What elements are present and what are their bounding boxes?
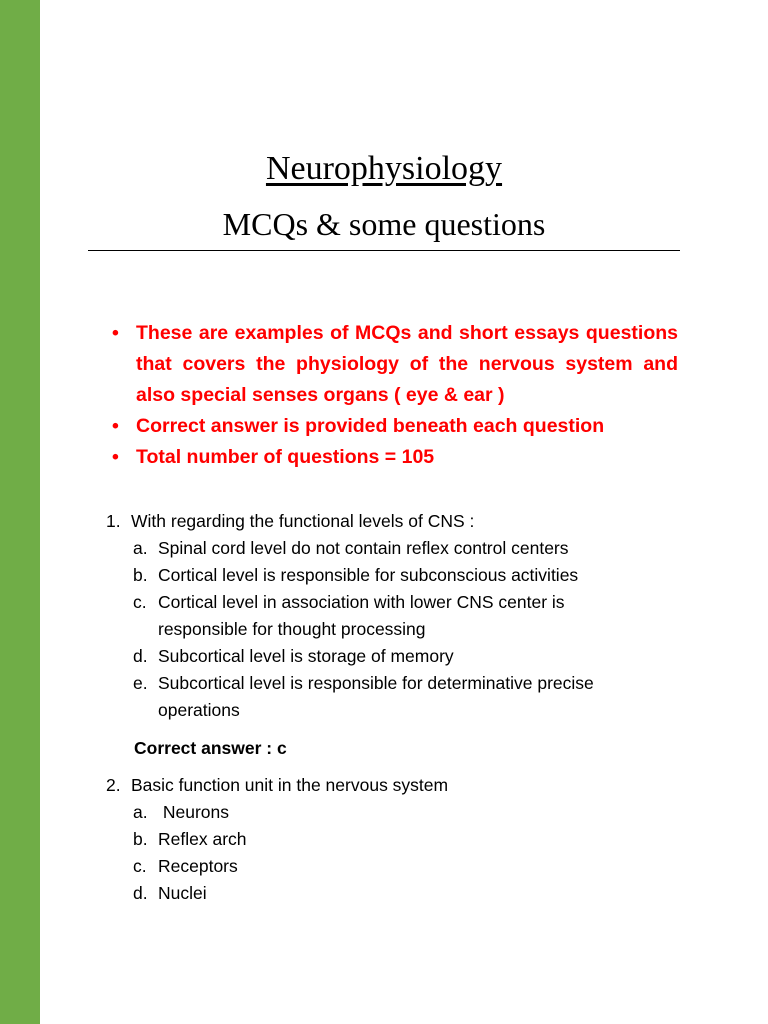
- option-letter: a.: [133, 538, 148, 558]
- option-text: Neurons: [158, 802, 230, 822]
- title-divider: [88, 250, 680, 251]
- bullet-item: [108, 442, 678, 473]
- bullet-icon: •: [112, 446, 119, 468]
- option-text: Cortical level is responsible for subconscious activities: [158, 565, 579, 585]
- bullet-item: [108, 318, 678, 411]
- option-text: Spinal cord level do not contain reflex control centers: [158, 538, 569, 558]
- option-text-continued: operations: [158, 700, 240, 720]
- option-text: Cortical level in association with lower CNS center is: [158, 592, 565, 612]
- option-letter: b.: [133, 829, 148, 849]
- bullet-icon: •: [112, 322, 119, 344]
- question-number: 2.: [106, 775, 121, 795]
- option-text-continued: responsible for thought processing: [158, 619, 426, 639]
- option-letter: d.: [133, 883, 148, 903]
- bullet-text: Total number of questions = 105: [136, 446, 435, 468]
- bullet-text: Correct answer is provided beneath each question: [136, 415, 605, 437]
- question-text: Basic function unit in the nervous system: [131, 775, 449, 795]
- bullet-icon: •: [112, 415, 119, 437]
- option-letter: a.: [133, 802, 148, 822]
- option-letter: c.: [133, 592, 147, 612]
- option-letter: d.: [133, 646, 148, 666]
- question-number: 1.: [106, 511, 121, 531]
- bullet-item: [108, 411, 678, 442]
- page-subtitle: MCQs & some questions: [222, 206, 546, 242]
- bullet-text: These are examples of MCQs and short essays questions that covers the physiology of the nervous system and also special senses organs ( eye & ear ): [136, 322, 678, 406]
- option-text: Subcortical level is responsible for determinative precise: [158, 673, 594, 693]
- question-text: With regarding the functional levels of CNS :: [131, 511, 475, 531]
- option-letter: e.: [133, 673, 148, 693]
- correct-answer: Correct answer : c: [134, 738, 287, 758]
- option-text: Reflex arch: [158, 829, 247, 849]
- intro-bullet-list: [108, 318, 678, 473]
- option-text: Receptors: [158, 856, 238, 876]
- option-letter: b.: [133, 565, 148, 585]
- page-title: Neurophysiology: [265, 150, 503, 187]
- option-text: Nuclei: [158, 883, 207, 903]
- option-text: Subcortical level is storage of memory: [158, 646, 454, 666]
- option-letter: c.: [133, 856, 147, 876]
